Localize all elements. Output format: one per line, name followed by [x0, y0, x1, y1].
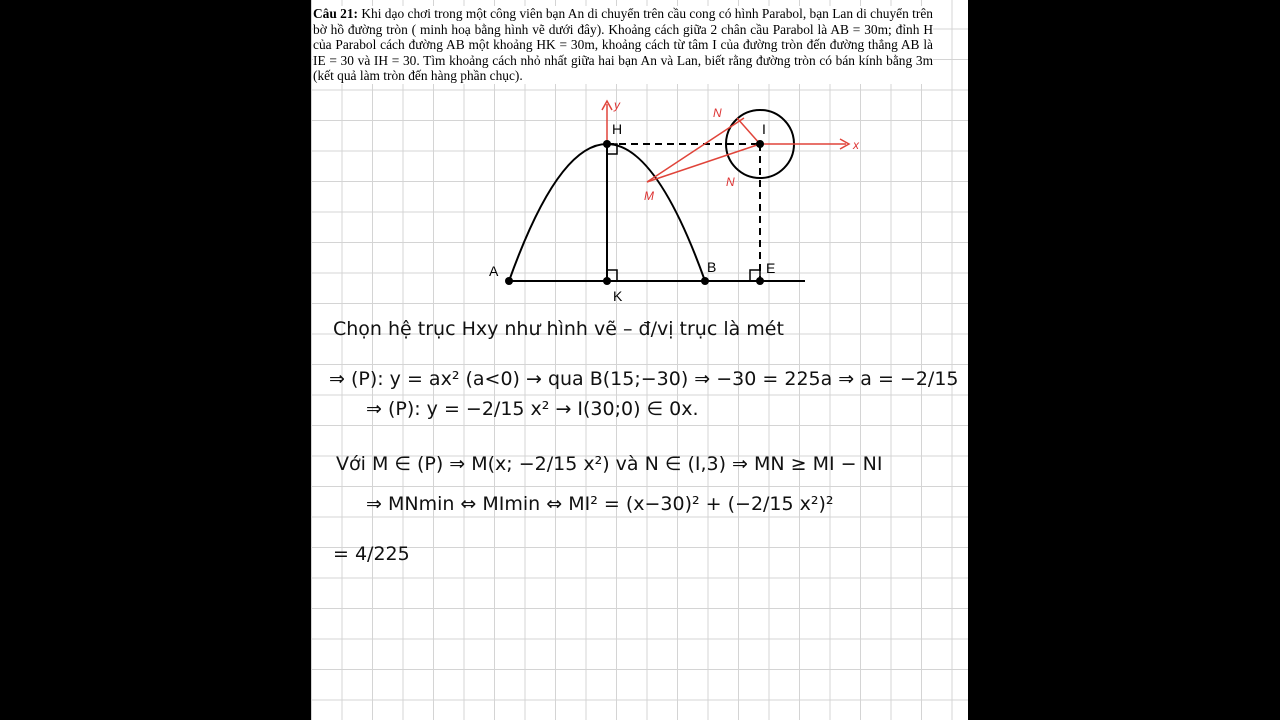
point-h [603, 140, 611, 148]
solution-line-4: Với M ∈ (P) ⇒ M(x; −2/15 x²) và N ∈ (I,3) ⇒ MN ≥ MI − NI [336, 453, 883, 475]
point-e [756, 277, 764, 285]
label-m: M [644, 189, 654, 203]
in-segment [737, 118, 760, 144]
solution-line-1: Chọn hệ trục Hxy như hình vẽ – đ/vị trục là mét [333, 318, 784, 340]
label-n-bottom: N [726, 175, 735, 189]
label-h: H [612, 121, 623, 137]
label-x-axis: x [853, 138, 859, 152]
solution-line-3: ⇒ (P): y = −2/15 x² → I(30;0) ∈ 0x. [366, 398, 699, 420]
point-a [505, 277, 513, 285]
problem-label: Câu 21: [313, 6, 359, 21]
mn-segment [647, 118, 744, 182]
label-y-axis: y [614, 98, 620, 112]
geometry-figure [311, 0, 968, 720]
problem-text: Khi dạo chơi trong một công viên bạn An di chuyển trên cầu cong có hình Parabol, bạn Lan di chuyển trên bờ hồ đường tròn ( minh hoạ bằng hình vẽ dưới đây). Khoảng cách giữa 2 chân cầu Parabol là AB = 30m; đỉnh H của Parabol cách đường AB một khoảng HK = 30m, khoảng cách từ tâm I của đường tròn đến đường thẳng AB là IE = 30 và IH = 30. Tìm khoảng cách nhỏ nhất giữa hai bạn An và Lan, biết rằng đường tròn có bán kính bằng 3m (kết quả làm tròn đến hàng phần chục). [313, 6, 933, 84]
point-b [701, 277, 709, 285]
point-k [603, 277, 611, 285]
solution-line-5: ⇒ MNmin ⇔ MImin ⇔ MI² = (x−30)² + (−2/15 x²)² [366, 493, 834, 515]
label-k: K [613, 288, 623, 304]
label-e: E [766, 260, 776, 276]
label-n-top: N [713, 106, 722, 120]
solution-line-6: = 4/225 [333, 543, 410, 565]
point-i [756, 140, 764, 148]
worksheet-page [311, 0, 968, 720]
label-i: I [762, 121, 766, 137]
mi-segment [647, 144, 760, 182]
solution-line-2: ⇒ (P): y = ax² (a<0) → qua B(15;−30) ⇒ −30 = 225a ⇒ a = −2/15 [329, 368, 959, 390]
label-b: B [707, 259, 717, 275]
label-a: A [489, 263, 499, 279]
